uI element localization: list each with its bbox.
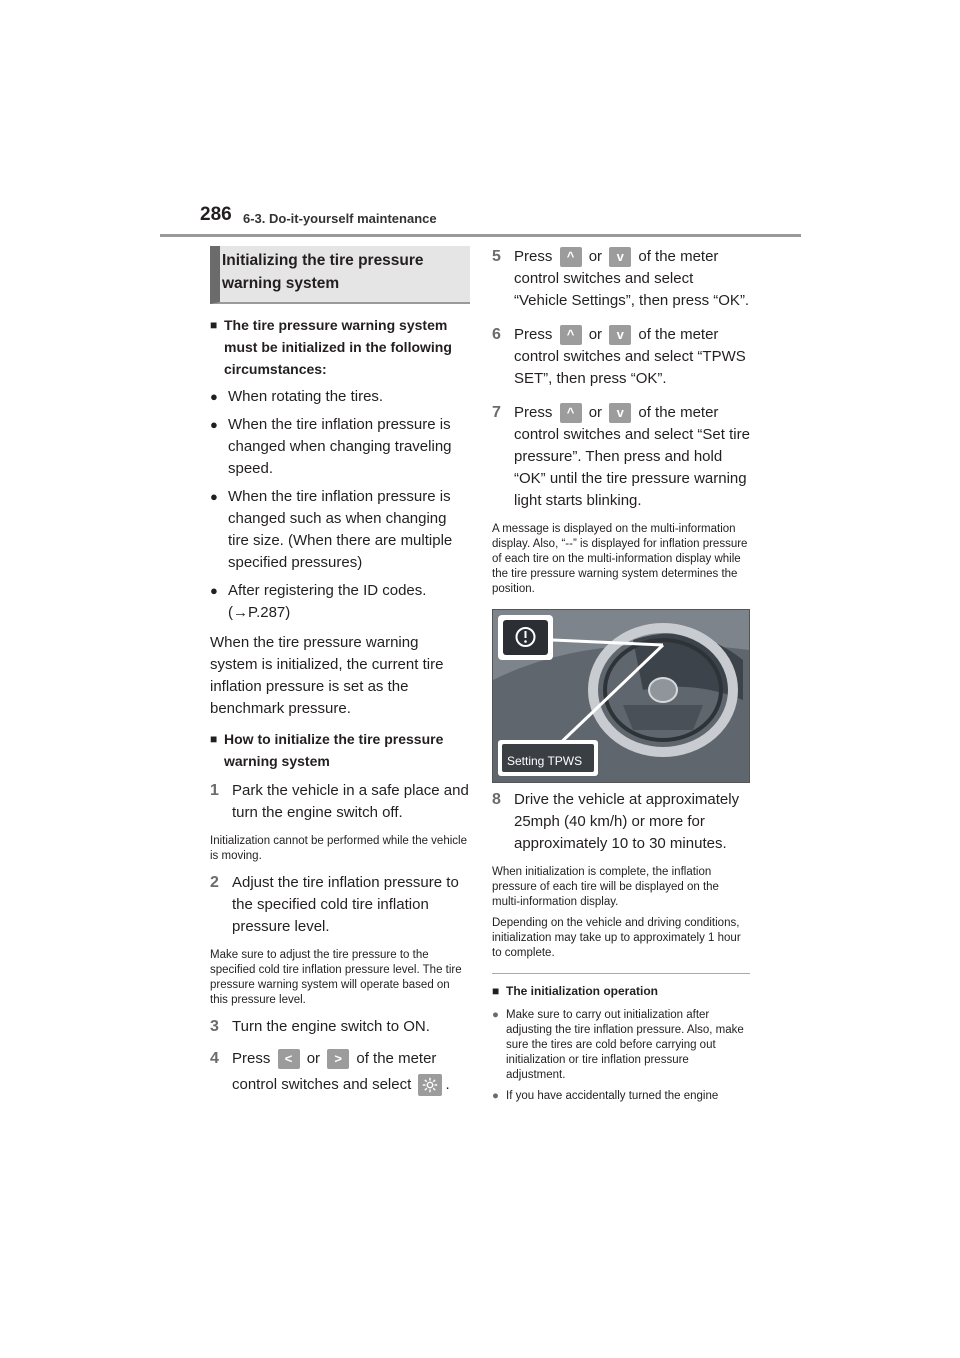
circumstances-heading: ■ The tire pressure warning system must be initialized in the following circumstances:: [210, 314, 470, 380]
bullet-icon: ●: [492, 1090, 499, 1102]
left-column: [210, 246, 470, 1098]
step-number: 1: [210, 782, 219, 799]
note-complete: When initialization is complete, the inflation pressure of each tire will be displayed on the multi-information display.: [492, 866, 719, 908]
square-marker-icon: ■: [210, 318, 218, 332]
how-to-heading: ■ How to initialize the tire pressure warning system: [210, 728, 470, 772]
initialization-operation-heading: ■ The initialization operation: [492, 980, 750, 1002]
down-arrow-key-icon: v: [609, 325, 631, 345]
step-6: 6 Press ^ or v of the meter control switches and select “TPWS SET”, then press “OK”.: [492, 324, 750, 390]
bullet-item: ● When the tire inflation pressure is changed such as when changing tire size. (When there are multiple specified pressures): [210, 486, 470, 574]
square-marker-icon: ■: [492, 984, 500, 998]
step-number: 7: [492, 404, 501, 421]
step-1: 1 Park the vehicle in a safe place and turn the engine switch off.: [210, 780, 470, 824]
note-message: A message is displayed on the multi-information display. Also, “--” is displayed for inflation pressure of each tire on the multi-information display while the tire pressure warning system determines the position.: [492, 523, 748, 595]
right-arrow-key-icon: >: [327, 1049, 349, 1069]
page-reference-link[interactable]: After registering the ID codes. (→P.287): [228, 582, 427, 621]
up-arrow-key-icon: ^: [560, 247, 582, 267]
left-arrow-key-icon: <: [278, 1049, 300, 1069]
note-cold-pressure: Make sure to adjust the tire pressure to the specified cold tire inflation pressure level. The tire pressure warning system will operate based on this pressure level.: [210, 949, 462, 1006]
topic-title-box: [210, 246, 470, 304]
note-duration: Depending on the vehicle and driving conditions, initialization may take up to approximately 1 hour to complete.: [492, 917, 741, 959]
instrument-panel-illustration: [492, 609, 750, 783]
step-2: 2 Adjust the tire inflation pressure to the specified cold tire inflation pressure level.: [210, 872, 470, 938]
page-number: 286: [200, 204, 232, 225]
step-number: 8: [492, 791, 501, 808]
step-number: 2: [210, 874, 219, 891]
operation-bullet: ● If you have accidentally turned the engine: [492, 1090, 719, 1102]
bullet-item: ● When the tire inflation pressure is changed when changing traveling speed.: [210, 414, 470, 480]
section-title: 6-3. Do-it-yourself maintenance: [243, 211, 437, 226]
down-arrow-key-icon: v: [609, 247, 631, 267]
header-rule: [160, 234, 801, 237]
bullet-icon: ●: [492, 1009, 499, 1021]
bullet-item: [210, 580, 470, 624]
step-7: 7 Press ^ or v of the meter control switches and select “Set tire pressure”. Then press and hold “OK” until the tire pressure warning light starts blinking.: [492, 402, 750, 512]
section-divider: [492, 973, 750, 974]
square-marker-icon: ■: [210, 732, 218, 746]
step-number: 3: [210, 1018, 219, 1035]
step-number: 5: [492, 248, 501, 265]
step-5: 5 Press ^ or v of the meter control switches and select “Vehicle Settings”, then press “OK”.: [492, 246, 750, 312]
operation-bullet: ● Make sure to carry out initialization after adjusting the tire inflation pressure. Also, make sure the tires are cold before carrying out initialization or tire inflation pressure adjustment.: [492, 1009, 744, 1081]
step-number: 6: [492, 326, 501, 343]
step-8: 8 Drive the vehicle at approximately 25mph (40 km/h) or more for approximately 10 to 30 minutes.: [492, 789, 750, 855]
bullet-item: ● When rotating the tires.: [210, 386, 470, 408]
right-column: [492, 246, 750, 1104]
benchmark-paragraph: When the tire pressure warning system is initialized, the current tire inflation pressure is set as the benchmark pressure.: [210, 634, 444, 717]
bullet-icon: ●: [210, 583, 218, 598]
down-arrow-key-icon: v: [609, 403, 631, 423]
step-4: 4 Press < or > of the meter control switches and select .: [210, 1046, 470, 1098]
step-number: 4: [210, 1050, 219, 1067]
step-3: 3 Turn the engine switch to ON.: [210, 1016, 470, 1038]
up-arrow-key-icon: ^: [560, 403, 582, 423]
display-label-text: Setting TPWS: [507, 754, 583, 768]
bullet-icon: ●: [210, 417, 218, 432]
bullet-icon: ●: [210, 389, 218, 404]
bullet-icon: ●: [210, 489, 218, 504]
gear-settings-icon: [418, 1074, 442, 1096]
up-arrow-key-icon: ^: [560, 325, 582, 345]
note-moving: Initialization cannot be performed while the vehicle is moving.: [210, 835, 467, 862]
topic-title: Initializing the tire pressure warning system: [222, 252, 424, 292]
